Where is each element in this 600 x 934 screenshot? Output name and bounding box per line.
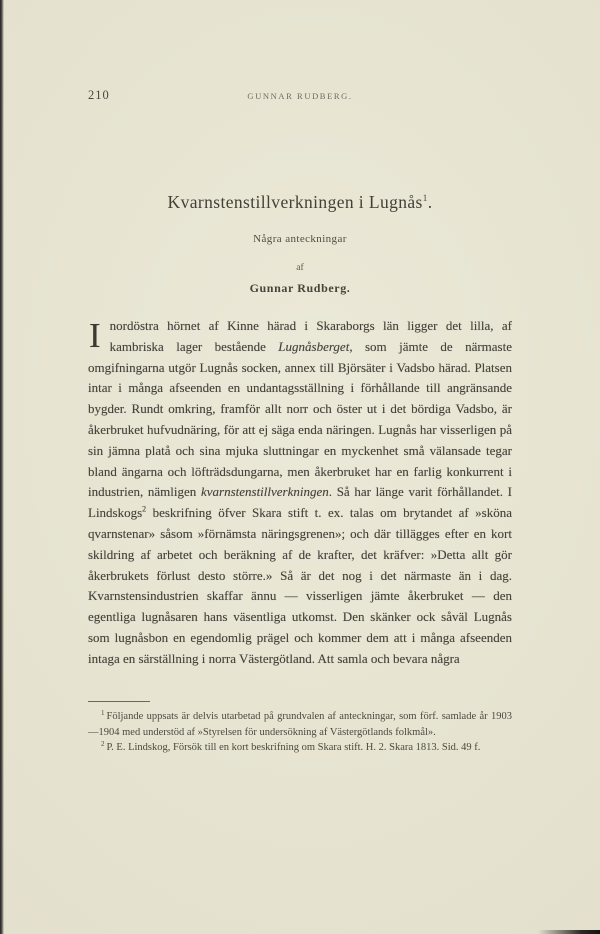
article-subtitle: Några anteckningar bbox=[253, 233, 347, 245]
footnote-2-marker: 2 bbox=[101, 739, 105, 748]
footnote-1-text: Följande uppsats är delvis utarbetad på grundvalen af anteckningar, som förf. samlade år 1903—1904 med understöd af »Styrelsen för undersökning af Västergötlands folkmål». bbox=[88, 711, 512, 738]
footnote-1-marker: 1 bbox=[101, 708, 105, 717]
author-name: Gunnar Rudberg. bbox=[249, 281, 351, 295]
footnotes-section bbox=[88, 709, 512, 756]
footnote-separator-rule bbox=[88, 701, 150, 702]
drop-cap: I bbox=[89, 316, 101, 355]
title-period: . bbox=[427, 192, 433, 212]
footnote-1 bbox=[88, 709, 512, 740]
page-bottom-right-edge-shadow bbox=[538, 930, 600, 934]
article-title-text: Kvarnstenstillverkningen i Lugnås bbox=[167, 192, 423, 212]
article-title bbox=[0, 192, 600, 213]
body-paragraph bbox=[88, 316, 512, 670]
footnote-2-text: P. E. Lindskog, Försök till en kort beskrifning om Skara stift. H. 2. Skara 1813. Sid. 49 f. bbox=[106, 742, 481, 754]
page-number: 210 bbox=[88, 88, 110, 102]
running-header bbox=[88, 88, 512, 104]
page-left-edge-shadow bbox=[0, 0, 4, 934]
footnote-2 bbox=[88, 740, 512, 756]
running-head-author: GUNNAR RUDBERG. bbox=[247, 91, 353, 101]
paragraph-text: nordöstra hörnet af Kinne härad i Skaraborgs län ligger det lilla, af kambriska lager bestående Lugnåsberget, som jämte de närmaste omgifningarna utgör Lugnås socken, annex till Björsäter i Vadsbo härad. Platsen intar i många afseenden en undantagsställning i förhållande till angränsande bygder. Rundt omkring, framför allt norr och öster ut i det bördiga Vadsbo, är åkerbruket hufvudnäring, för att ej säga enda näringen. Lugnås har visserligen på sin jämna platå och sina mjuka sluttningar en myckenhet små välansade tegar bland ängarna och löfträdsdungarna, men åkerbruket har en farlig konkurrent i industrien, nämligen kvarnstenstillverkningen. Så har länge varit förhållandet. I Lindskogs$^2$ beskrifning öfver Skara stift t. ex. talas om brytandet af »sköna qvarnstenar» såsom »förnämsta näringsgrenen»; och där tillägges efter en kort skildring af arbetet och beräkning af de krafter, det kräfver: »Detta allt gör åkerbrukets förlust desto större.» Så är det nog i det närmaste än i dag. Kvarnstensindustrien skaffar ännu — visserligen jämte åkerbruket — den egentliga lugnåsaren hans väsentliga utkomst. Den skänker ock såväl Lugnås som lugnåsbon en egendomlig prägel och kommer dem att i många afseenden intaga en särställning i norra Västergötland. Att samla och bevara några bbox=[88, 318, 512, 666]
byline-prefix: af bbox=[296, 263, 304, 273]
title-footnote-reference: 1 bbox=[422, 193, 428, 204]
